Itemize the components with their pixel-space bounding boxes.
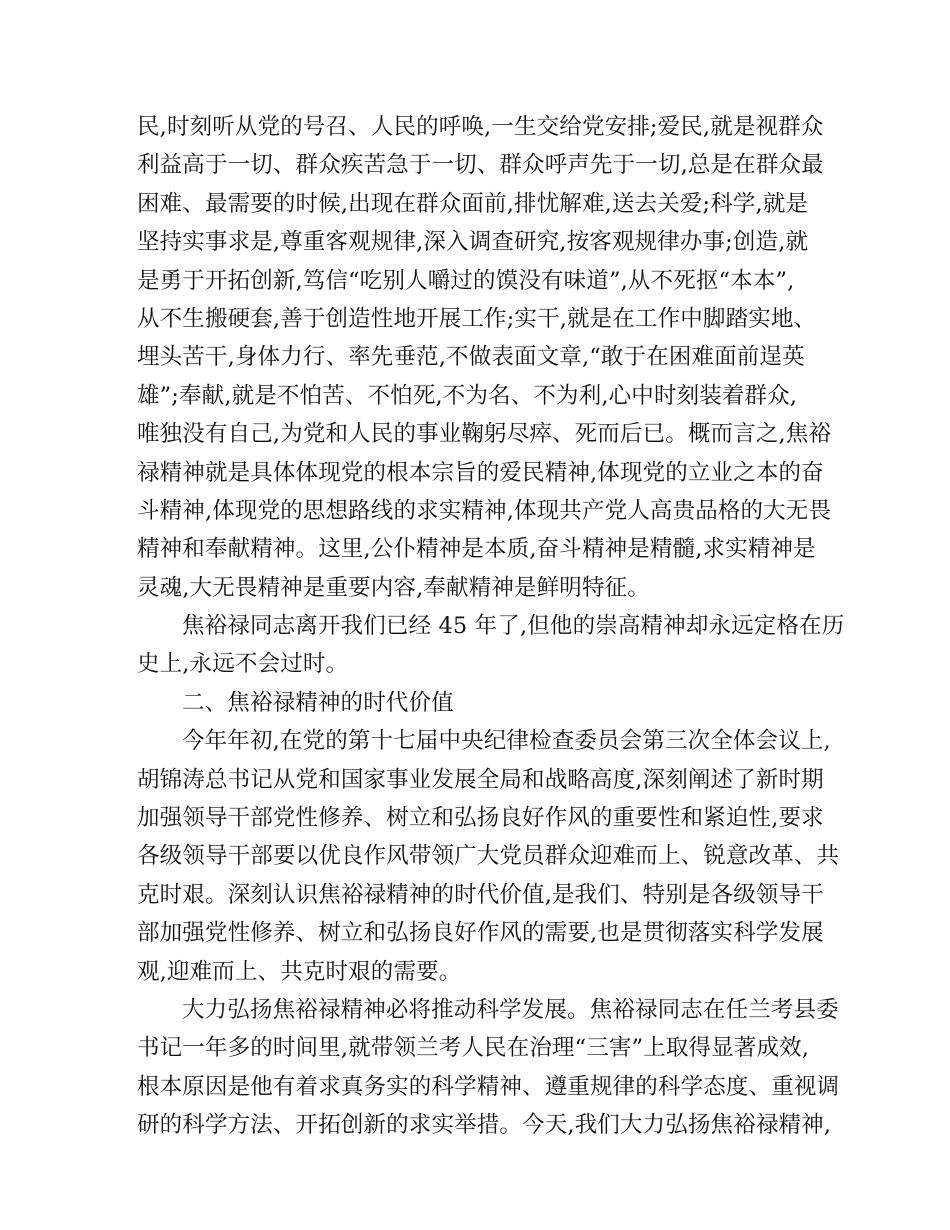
text-line: 加强领导干部党性修养、树立和弘扬良好作风的重要性和紧迫性,要求 xyxy=(137,805,824,832)
text-line: 胡锦涛总书记从党和国家事业发展全局和战略高度,深刻阐述了新时期 xyxy=(137,766,824,793)
text-line: 今年年初,在党的第十七届中央纪律检查委员会第三次全体会议上, xyxy=(182,728,831,755)
text-line: 二、焦裕禄精神的时代价值 xyxy=(182,689,454,716)
text-line: 焦裕禄同志离开我们已经 45 年了,但他的崇高精神却永远定格在历 xyxy=(182,613,845,640)
text-line: 灵魂,大无畏精神是重要内容,奉献精神是鲜明特征。 xyxy=(137,574,650,601)
text-line: 观,迎难而上、共克时艰的需要。 xyxy=(137,958,462,985)
text-line: 精神和奉献精神。这里,公仆精神是本质,奋斗精神是精髓,求实精神是 xyxy=(137,536,816,563)
text-line: 困难、最需要的时候,出现在群众面前,排忧解难,送去关爱;科学,就是 xyxy=(137,190,809,217)
text-line: 禄精神就是具体体现党的根本宗旨的爱民精神,体现党的立业之本的奋 xyxy=(137,459,824,486)
text-line: 大力弘扬焦裕禄精神必将推动科学发展。焦裕禄同志在任兰考县委 xyxy=(182,996,839,1023)
document-body-text xyxy=(137,108,845,1145)
text-line: 斗精神,体现党的思想路线的求实精神,体现共产党人高贵品格的大无畏 xyxy=(137,497,832,524)
text-line: 利益高于一切、群众疾苦急于一切、群众呼声先于一切,总是在群众最 xyxy=(137,152,824,179)
text-line: 研的科学方法、开拓创新的求实举措。今天,我们大力弘扬焦裕禄精神, xyxy=(137,1112,832,1139)
text-line: 克时艰。深刻认识焦裕禄精神的时代价值,是我们、特别是各级领导干 xyxy=(137,881,824,908)
text-line: 坚持实事求是,尊重客观规律,深入调查研究,按客观规律办事;创造,就 xyxy=(137,229,809,256)
text-line: 唯独没有自己,为党和人民的事业鞠躬尽瘁、死而后已。概而言之,焦裕 xyxy=(137,421,832,448)
text-line: 部加强党性修养、树立和弘扬良好作风的需要,也是贯彻落实科学发展 xyxy=(137,920,824,947)
text-line: 史上,永远不会过时。 xyxy=(137,651,349,678)
text-line: 雄”;奉献,就是不怕苦、不怕死,不为名、不为利,心中时刻装着群众, xyxy=(137,382,798,409)
text-line: 从不生搬硬套,善于创造性地开展工作;实干,就是在工作中脚踏实地、 xyxy=(137,305,817,332)
text-line: 各级领导干部要以优良作风带领广大党员群众迎难而上、锐意改革、共 xyxy=(137,843,840,870)
text-line: 书记一年多的时间里,就带领兰考人民在治理“三害”上取得显著成效, xyxy=(137,1035,810,1062)
text-line: 埋头苦干,身体力行、率先垂范,不做表面文章,“敢于在困难面前逞英 xyxy=(137,344,805,371)
text-line: 民,时刻听从党的号召、人民的呼唤,一生交给党安排;爱民,就是视群众 xyxy=(137,114,824,140)
text-line: 是勇于开拓创新,笃信“吃别人嚼过的馍没有味道”,从不死抠“本本”, xyxy=(137,267,795,294)
text-line: 根本原因是他有着求真务实的科学精神、遵重规律的科学态度、重视调 xyxy=(137,1073,840,1100)
